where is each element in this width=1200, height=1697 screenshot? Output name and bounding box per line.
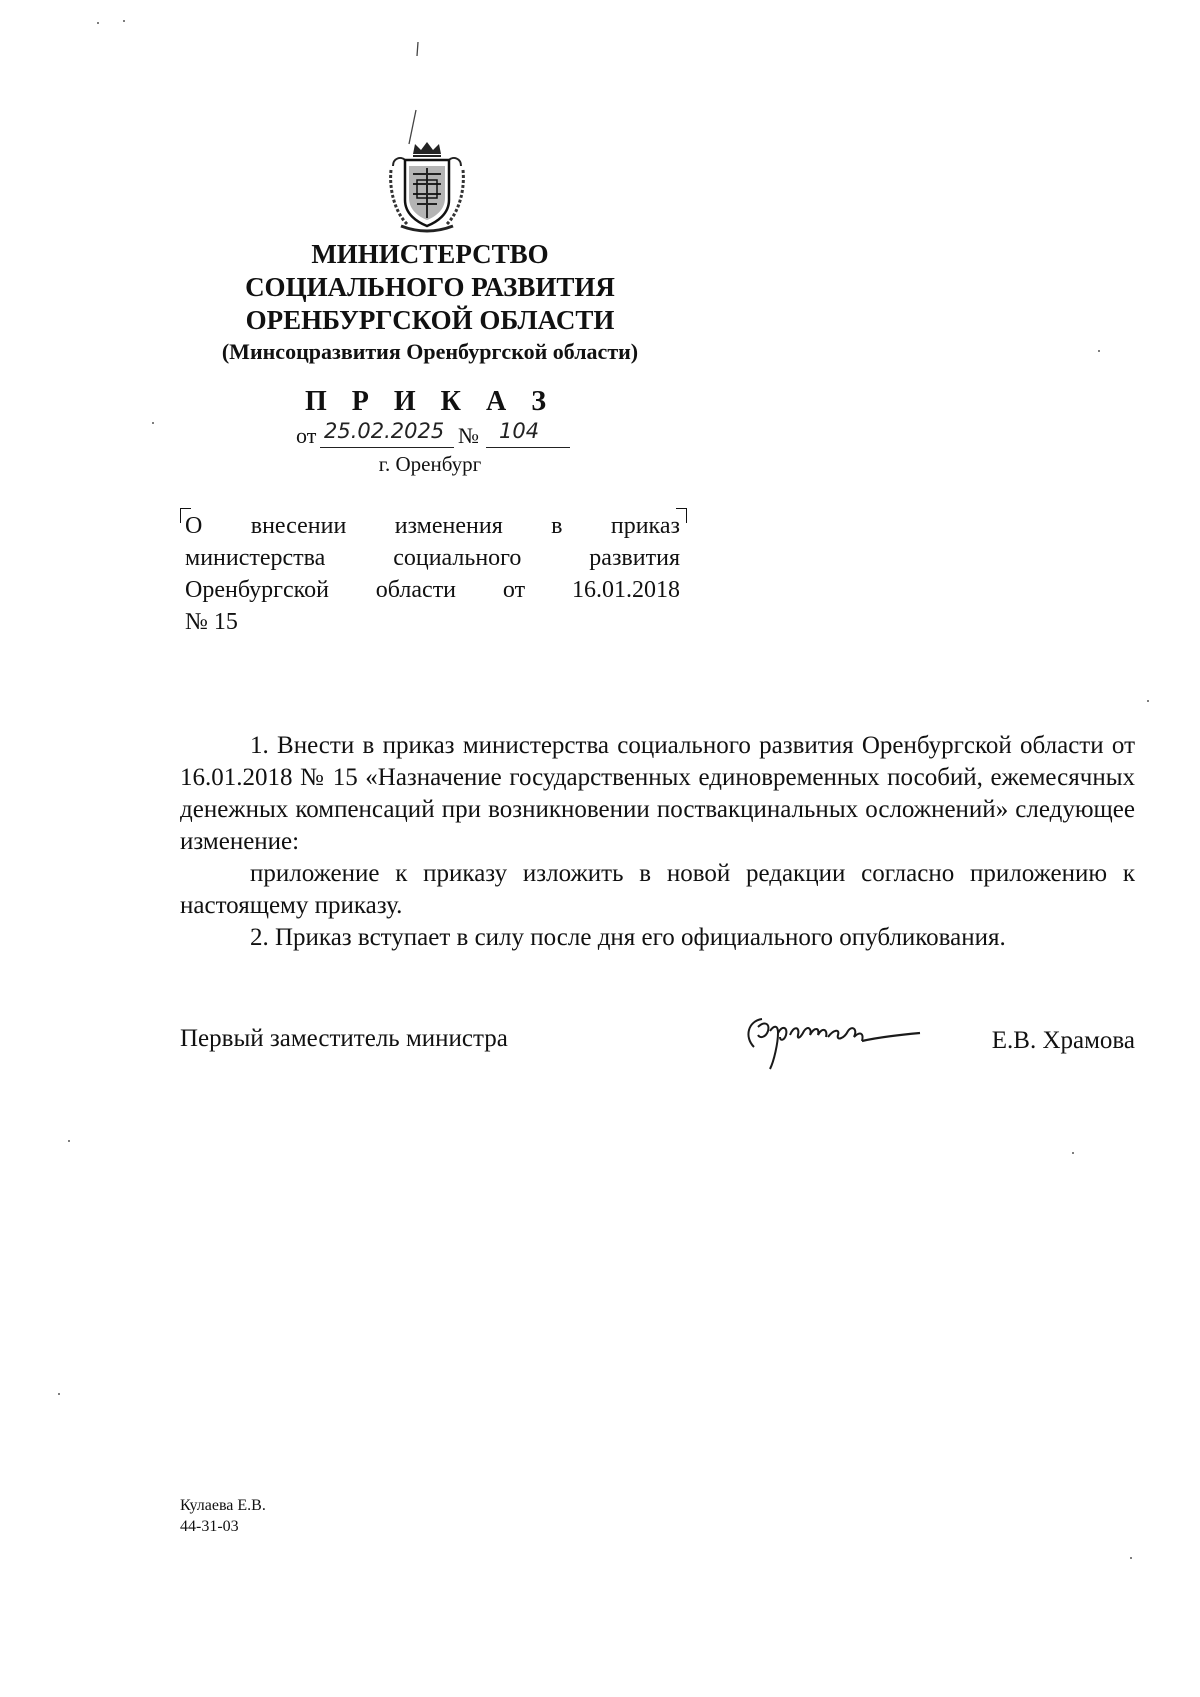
signatory-position: Первый заместитель министра — [180, 1025, 508, 1052]
order-date-number-line — [296, 421, 596, 453]
scan-speck — [1098, 350, 1100, 352]
subject-line-1 — [185, 510, 680, 542]
subject-word: области — [375, 577, 457, 603]
scan-speck — [97, 22, 99, 24]
executor-phone: 44-31-03 — [180, 1518, 239, 1535]
scan-speck — [1147, 700, 1149, 702]
number-label: № — [458, 423, 479, 448]
subject-word: О — [185, 513, 203, 539]
order-subject — [185, 510, 680, 638]
handwritten-signature — [740, 1003, 925, 1073]
city: г. Оренбург — [378, 452, 482, 476]
org-abbreviation: (Минсоцразвития Оренбургской области) — [221, 339, 639, 364]
body-paragraph-1: 1. Внести в приказ министерства социального развития Оренбургской области от 16.01.2018 № 15 «Назначение государственных единовременных пособий, ежемесячных денежных компенсаций при возникновении поствакцинальных осложнений» следующее изменение: — [180, 732, 1135, 855]
number-underline — [486, 447, 570, 448]
subject-word: 16.01.2018 — [571, 577, 680, 603]
scan-speck — [68, 1140, 70, 1142]
subject-word: Оренбургской — [185, 577, 329, 603]
signatory-name: Е.В. Храмова — [991, 1027, 1135, 1054]
subject-word: приказ — [610, 513, 680, 539]
scan-speck — [58, 1393, 60, 1395]
coat-of-arms-emblem — [387, 140, 467, 234]
subject-word: социального — [393, 545, 522, 571]
org-name-line-3: ОРЕНБУРГСКОЙ ОБЛАСТИ — [245, 305, 615, 335]
scan-speck — [123, 20, 125, 22]
body-paragraph-2: приложение к приказу изложить в новой редакции согласно приложению к настоящему приказу. — [180, 860, 1135, 919]
scan-speck — [1072, 1152, 1074, 1154]
body-paragraph-3: 2. Приказ вступает в силу после дня его официального опубликования. — [250, 924, 1006, 951]
subject-word: в — [551, 513, 563, 539]
document-title: П Р И К А З — [305, 386, 555, 417]
date-underline — [320, 447, 454, 448]
subject-line-2 — [185, 542, 680, 574]
scan-speck — [152, 422, 154, 424]
handwritten-number: 104 — [499, 419, 540, 443]
subject-word: изменения — [394, 513, 503, 539]
subject-line-3 — [185, 574, 680, 606]
scan-speck — [1130, 1557, 1132, 1559]
pen-mark — [404, 40, 424, 150]
subject-word: от — [502, 577, 526, 603]
subject-word: министерства — [185, 545, 326, 571]
executor-name: Кулаева Е.В. — [180, 1497, 266, 1514]
subject-word: развития — [589, 545, 680, 571]
date-prefix: от — [296, 423, 317, 448]
org-name-line-2: СОЦИАЛЬНОГО РАЗВИТИЯ — [245, 272, 615, 302]
executor-info — [180, 1495, 266, 1537]
org-name-line-1: МИНИСТЕРСТВО — [311, 239, 549, 269]
subject-word: внесении — [250, 513, 347, 539]
subject-line-4: № 15 — [185, 609, 238, 635]
handwritten-date: 25.02.2025 — [324, 419, 445, 443]
order-body — [180, 730, 1135, 954]
